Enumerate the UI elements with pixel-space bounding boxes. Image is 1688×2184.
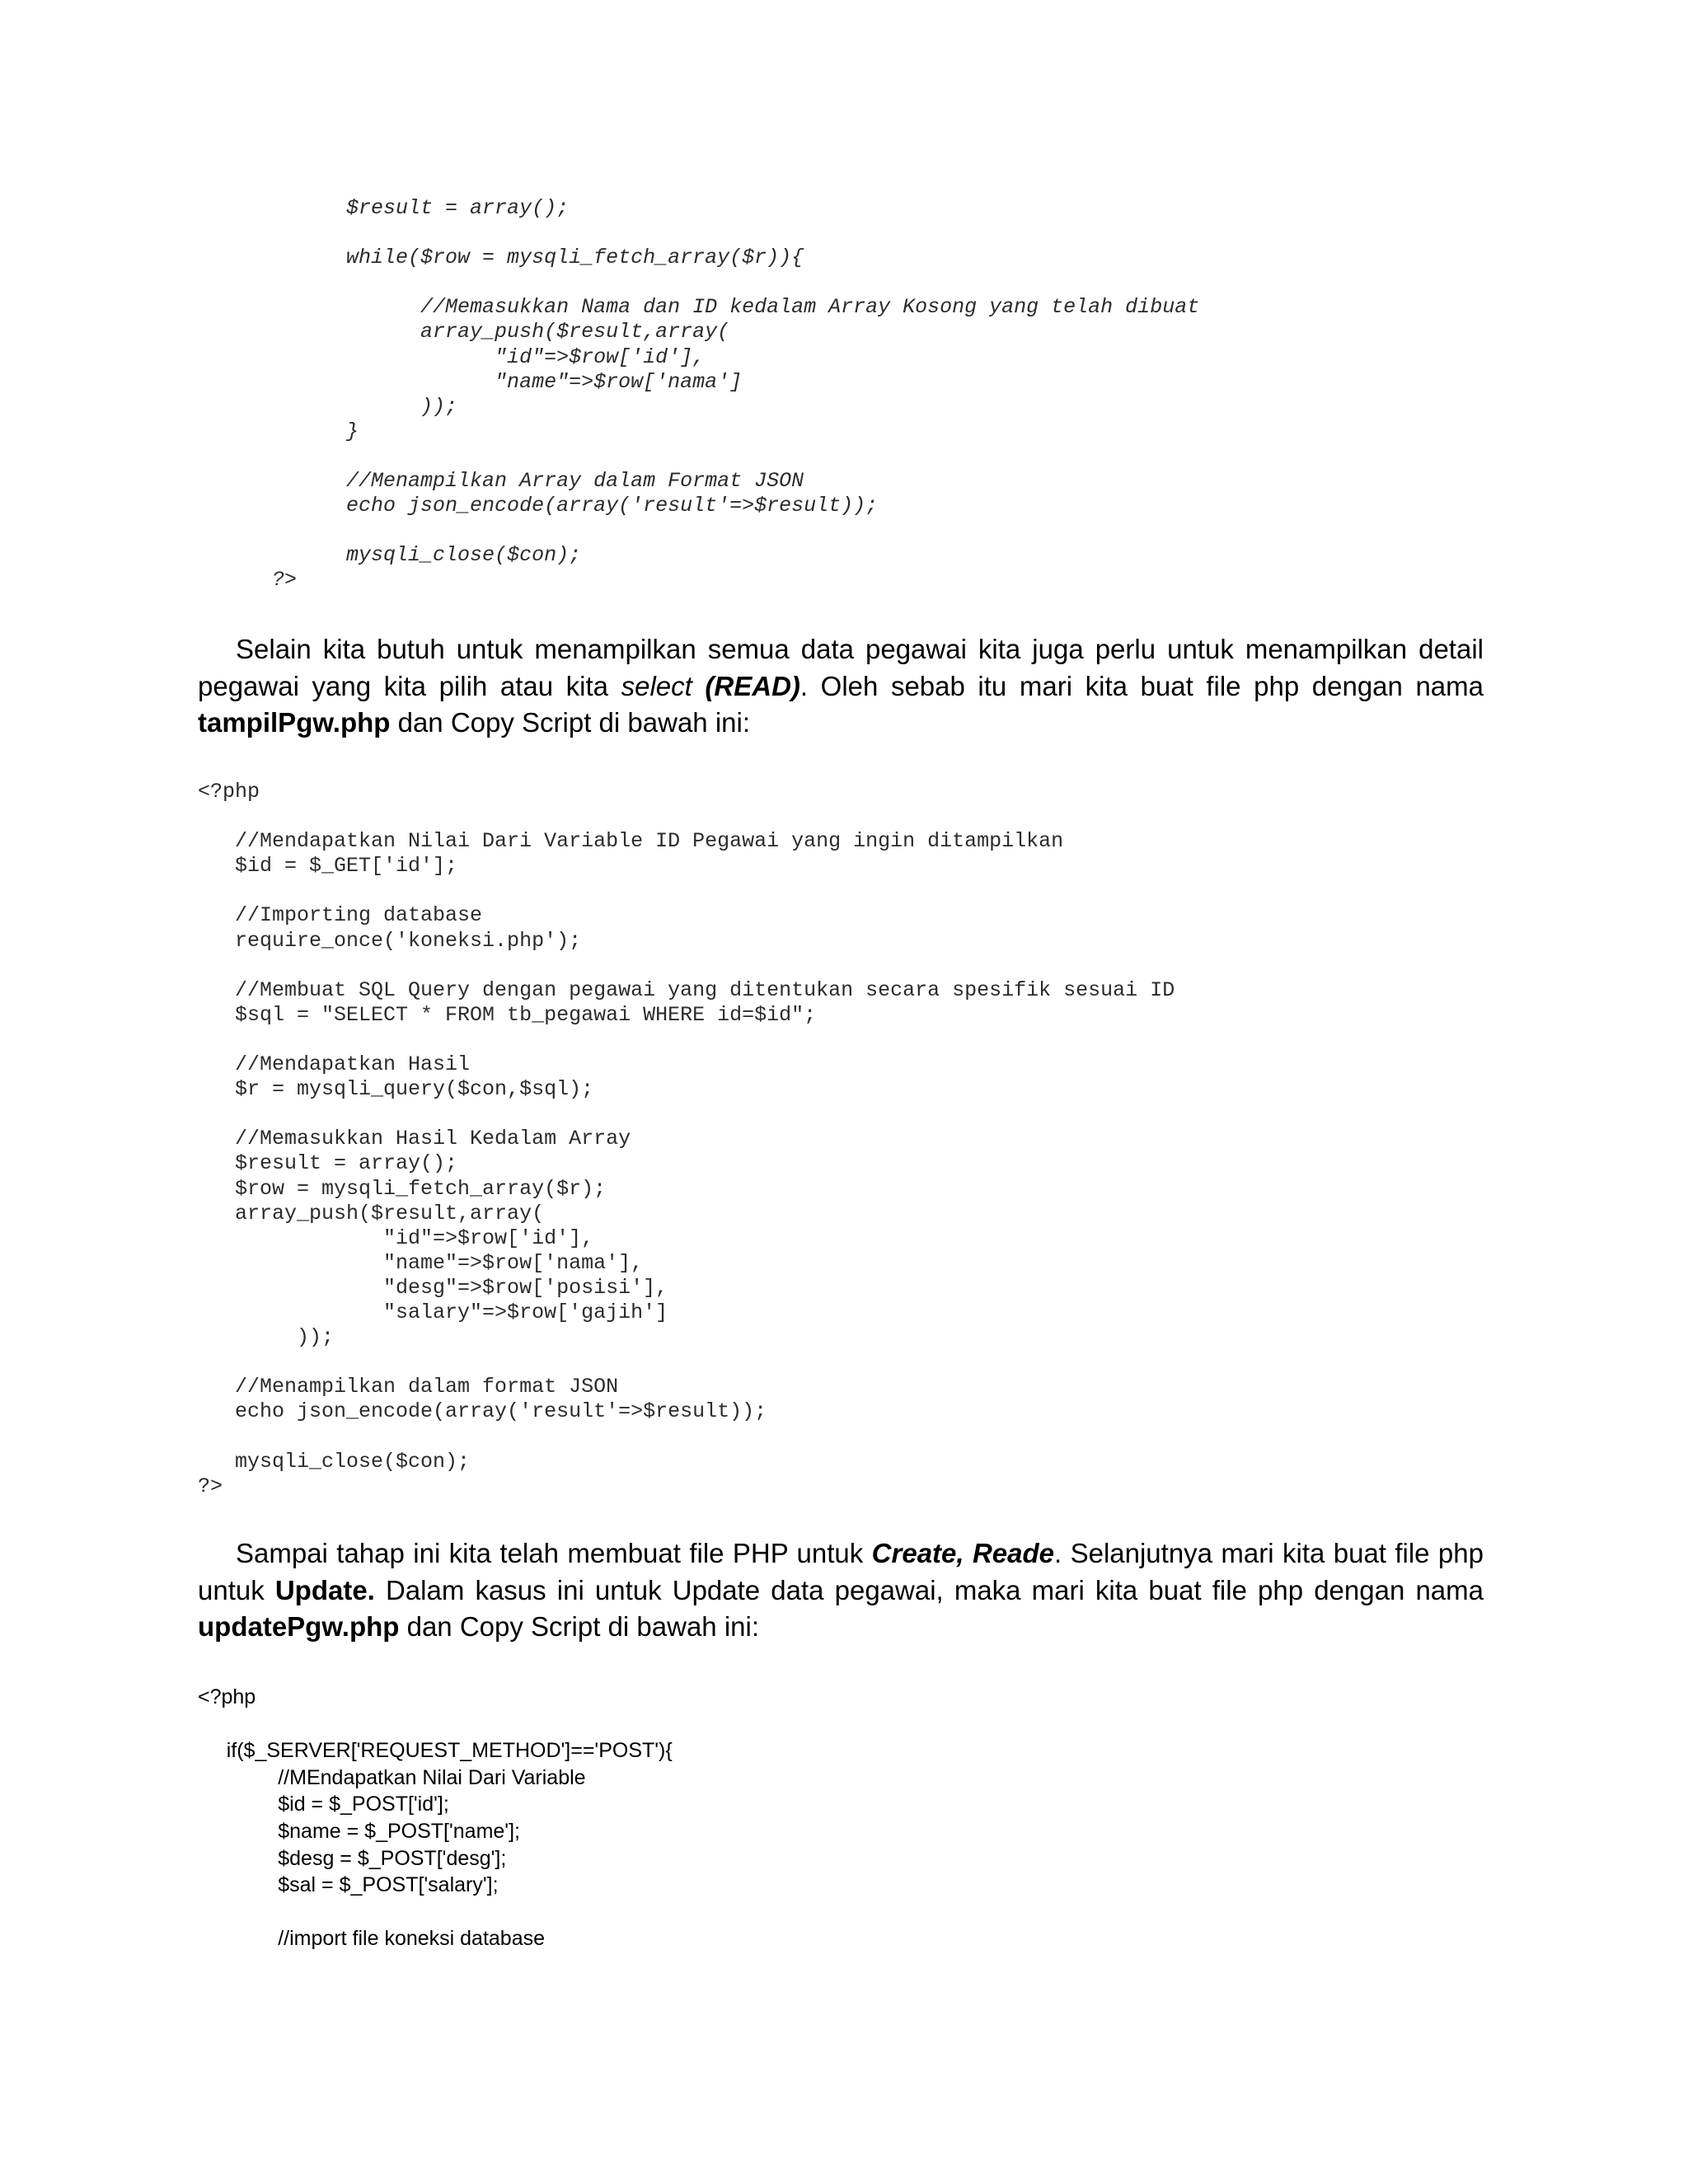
code-line: "name"=>$row['nama'] [198, 369, 743, 394]
code-line: $id = $_POST['id']; [198, 1793, 449, 1816]
italic-run: select [621, 670, 692, 701]
code-line: "desg"=>$row['posisi'], [198, 1275, 668, 1300]
code-line: $desg = $_POST['desg']; [198, 1846, 507, 1870]
code-line: //Membuat SQL Query dengan pegawai yang ditentukan secara spesifik sesuai ID [198, 977, 1175, 1002]
paragraph-update-intro [198, 1535, 1484, 1646]
code-line [198, 1350, 1175, 1375]
code-line [198, 1028, 1175, 1052]
text-run: Sampai tahap ini kita telah membuat file PHP untuk [236, 1538, 872, 1568]
code-line [198, 221, 1199, 246]
code-line: //import file koneksi database [198, 1927, 546, 1951]
code-line: "id"=>$row['id'], [198, 344, 706, 369]
code-line: "name"=>$row['nama'], [198, 1250, 644, 1275]
code-line [198, 518, 1199, 543]
code-line: array_push($result,array( [198, 320, 730, 344]
code-line [198, 270, 1199, 295]
text-run: . Selanjutnya mari kita buat file php untuk [198, 1538, 1484, 1605]
code-line: ?> [198, 568, 298, 593]
code-line [198, 1711, 673, 1738]
code-block-tampilpgw-php [198, 780, 1175, 1499]
code-line: <?php [198, 1685, 256, 1708]
code-line [198, 954, 1175, 978]
bold-italic-run [872, 1538, 1054, 1568]
bold-italic-text: (READ) [705, 670, 800, 701]
code-line: )); [198, 394, 458, 419]
code-line [198, 1102, 1175, 1127]
code-line: //Importing database [198, 903, 483, 928]
file-name-tampilpgw: tampilPgw.php [198, 707, 391, 738]
code-line [198, 804, 1175, 829]
code-line: if($_SERVER['REQUEST_METHOD']=='POST'){ [198, 1739, 673, 1763]
code-line: echo json_encode(array('result'=>$result)); [198, 494, 879, 518]
code-line: //Mendapatkan Nilai Dari Variable ID Pegawai yang ingin ditampilkan [198, 829, 1064, 854]
code-line: //Menampilkan dalam format JSON [198, 1375, 619, 1399]
text-run: Selain kita butuh untuk menampilkan semua data pegawai kita juga perlu untuk menampilkan detail pegawai yang kita pilih atau kita [198, 634, 1484, 701]
code-line: array_push($result,array( [198, 1201, 545, 1226]
code-line [198, 1899, 673, 1926]
code-line: <?php [198, 780, 260, 804]
bold-italic-run [705, 671, 799, 701]
code-line: $row = mysqli_fetch_array($r); [198, 1176, 607, 1201]
code-line: ?> [198, 1474, 223, 1498]
code-line: $sql = "SELECT * FROM tb_pegawai WHERE id=$id"; [198, 1002, 817, 1027]
code-line: //MEndapatkan Nilai Dari Variable [198, 1765, 586, 1789]
code-block-php-result-loop [198, 196, 1199, 593]
code-line [198, 879, 1175, 903]
code-line: $r = mysqli_query($con,$sql); [198, 1077, 594, 1102]
code-line: $result = array(); [198, 196, 570, 220]
text-run: dan Copy Script di bawah ini: [390, 707, 751, 738]
code-line: echo json_encode(array('result'=>$result)); [198, 1399, 767, 1424]
code-line: //Mendapatkan Hasil [198, 1052, 471, 1077]
code-line: $name = $_POST['name']; [198, 1819, 520, 1843]
bold-run-update: Update. [274, 1574, 375, 1605]
text-run [692, 671, 706, 701]
text-run: Dalam kasus ini untuk Update data pegawai, maka mari kita buat file php dengan nama [374, 1574, 1484, 1605]
code-line: "id"=>$row['id'], [198, 1226, 594, 1250]
code-line: //Menampilkan Array dalam Format JSON [198, 469, 804, 494]
bold-italic-text: Create, Reade [871, 1538, 1055, 1568]
code-line: )); [198, 1325, 335, 1350]
code-line: mysqli_close($con); [198, 1449, 471, 1474]
code-line: mysqli_close($con); [198, 543, 582, 568]
code-line: while($row = mysqli_fetch_array($r)){ [198, 246, 804, 270]
text-run: dan Copy Script di bawah ini: [399, 1611, 760, 1642]
text-run: . Oleh sebab itu mari kita buat file php dengan nama [799, 670, 1484, 701]
code-line: $sal = $_POST['salary']; [198, 1873, 499, 1897]
code-line [198, 1424, 1175, 1449]
code-line: $result = array(); [198, 1151, 458, 1176]
code-line [198, 444, 1199, 469]
code-line: //Memasukkan Nama dan ID kedalam Array Kosong yang telah dibuat [198, 295, 1200, 320]
code-line: "salary"=>$row['gajih'] [198, 1300, 668, 1324]
code-line: $id = $_GET['id']; [198, 854, 458, 879]
code-line: require_once('koneksi.php'); [198, 928, 582, 953]
file-name-updatepgw: updatePgw.php [198, 1611, 400, 1642]
code-line: } [198, 419, 359, 443]
code-line: //Memasukkan Hasil Kedalam Array [198, 1127, 631, 1151]
paragraph-read-detail [198, 631, 1484, 742]
code-block-updatepgw-php [198, 1684, 673, 1952]
